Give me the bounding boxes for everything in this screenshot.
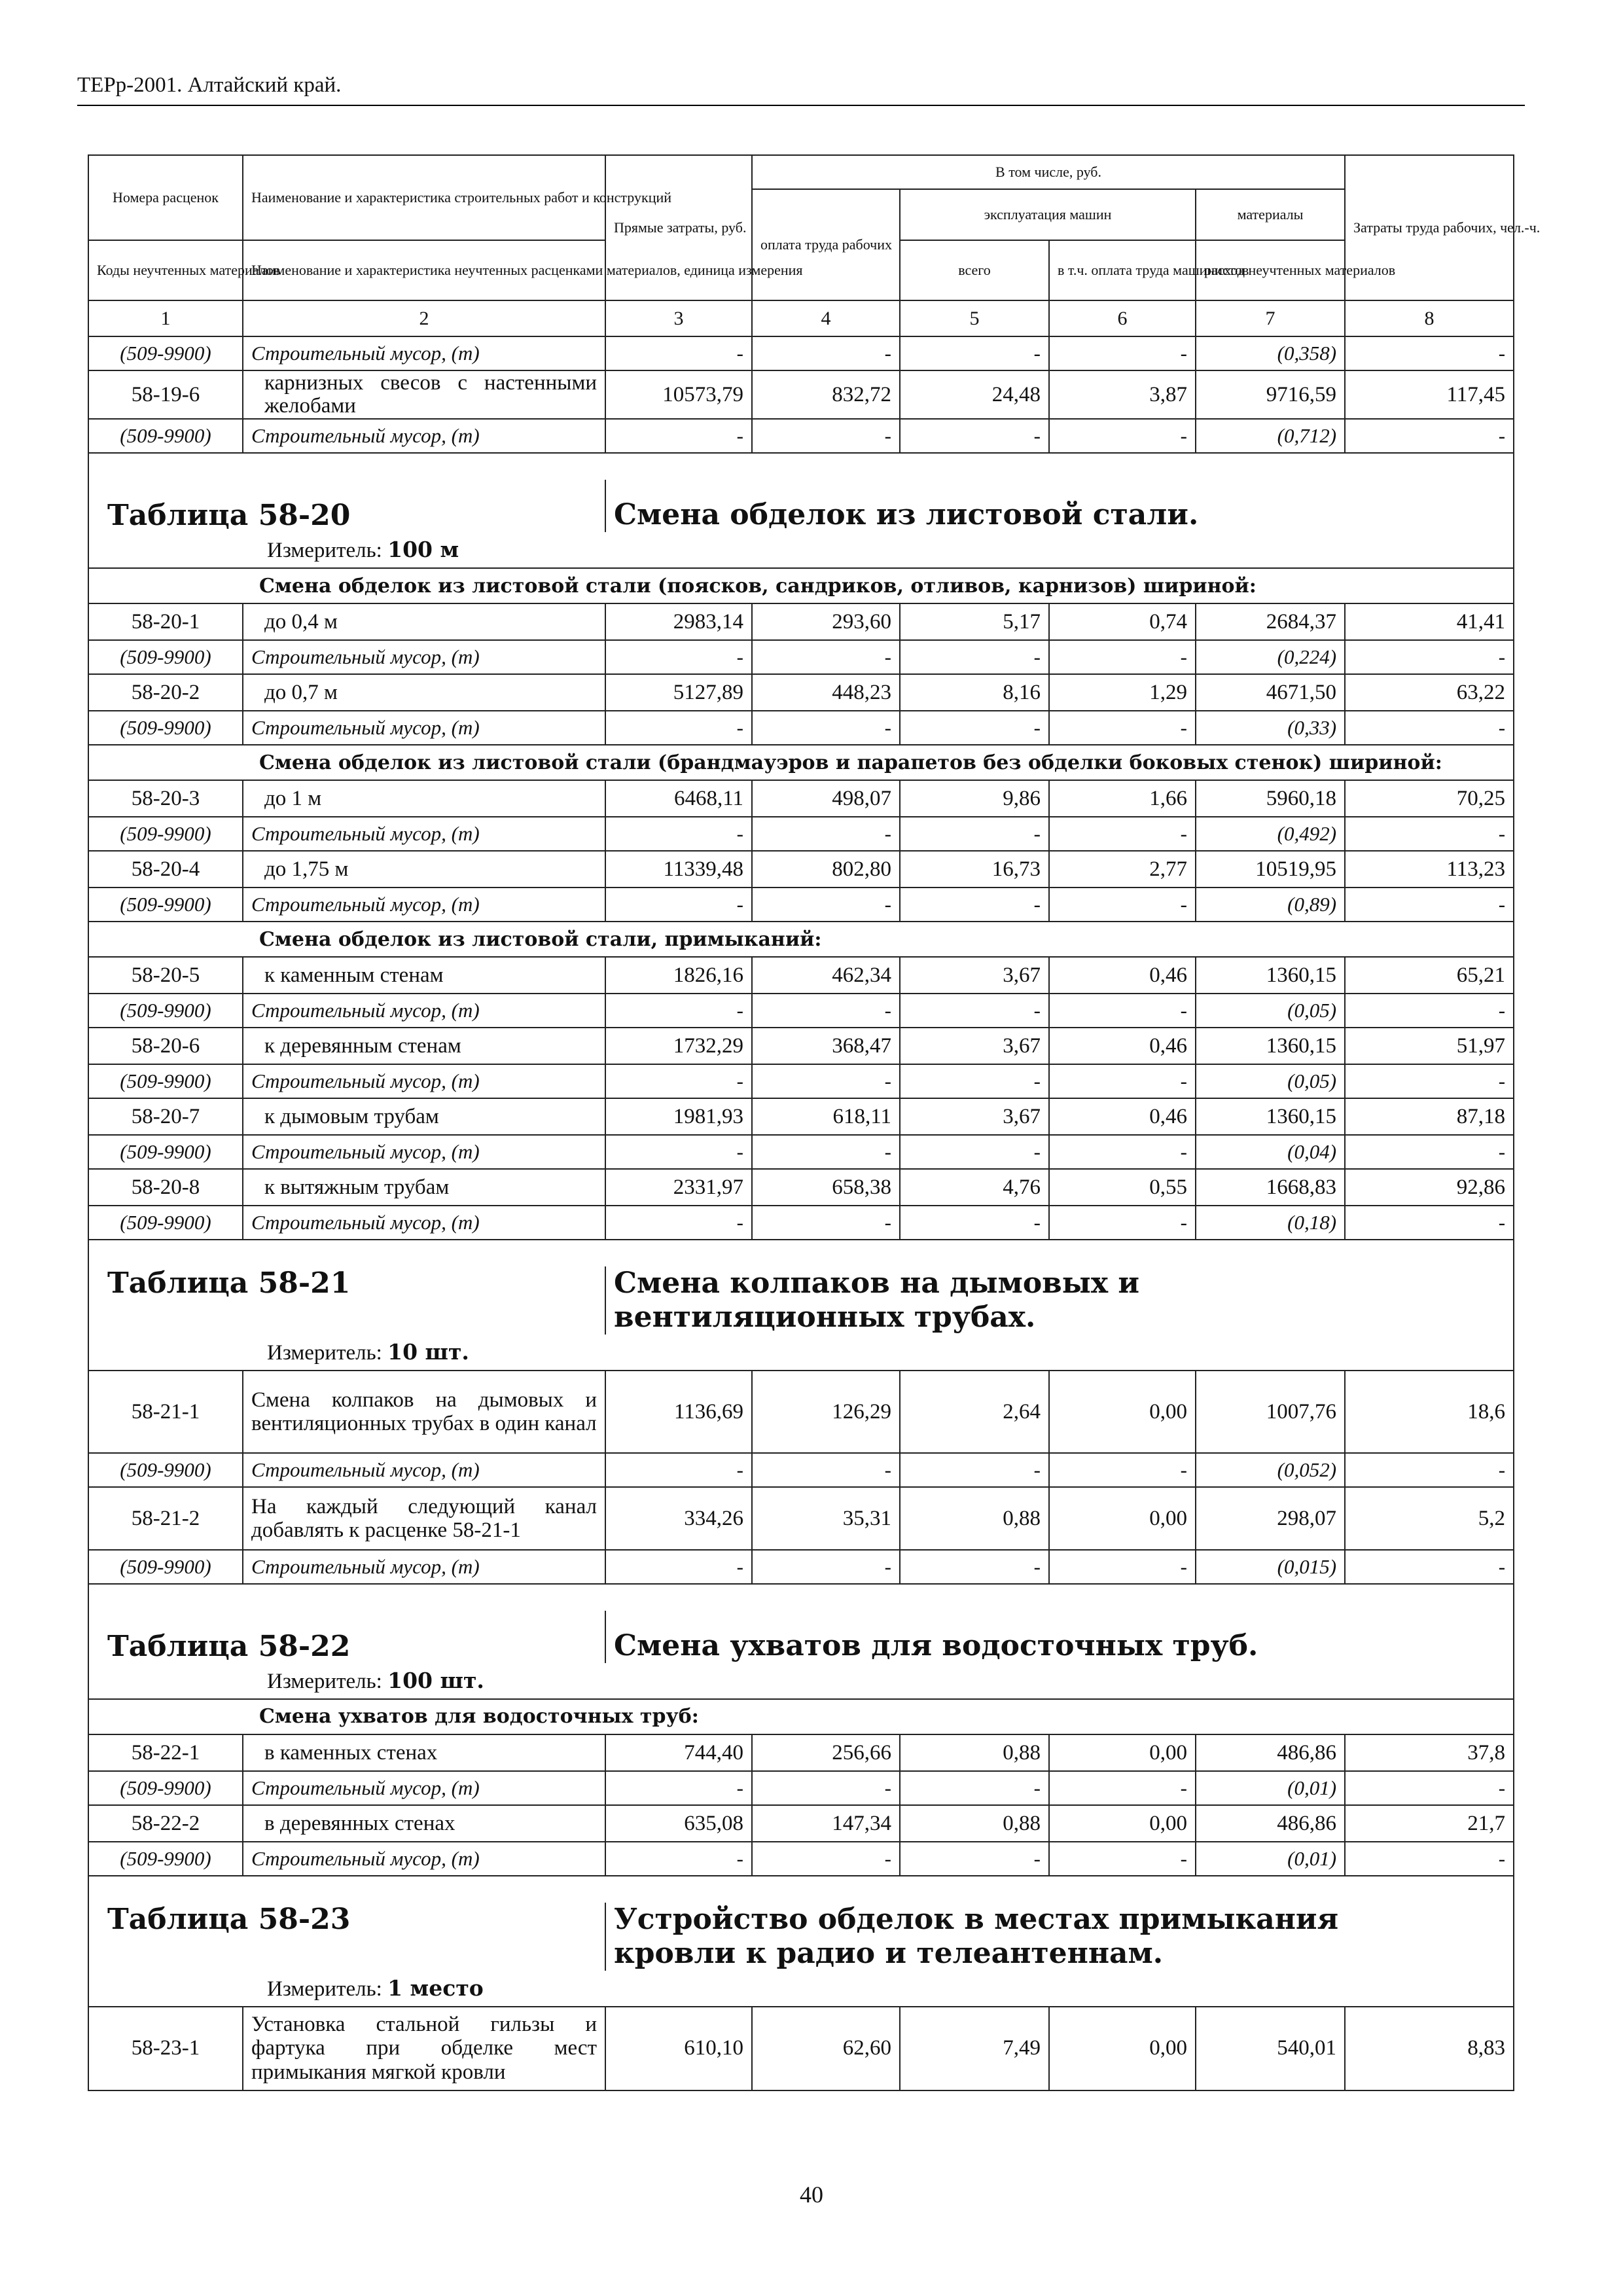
material-consumption: (0,05) (1196, 1064, 1345, 1098)
dash: - (1345, 1453, 1514, 1487)
col-number: 5 (900, 300, 1049, 336)
direct-costs: 610,10 (605, 2007, 752, 2090)
dash: - (1049, 1206, 1196, 1240)
material-row (88, 888, 1514, 922)
machines-total: 24,48 (900, 370, 1049, 419)
materials-cost: 540,01 (1196, 2007, 1345, 2090)
machinists-pay: 1,29 (1049, 674, 1196, 711)
materials-cost: 10519,95 (1196, 851, 1345, 888)
dash: - (605, 1135, 752, 1169)
material-consumption: (0,052) (1196, 1453, 1345, 1487)
material-consumption: (0,01) (1196, 1771, 1345, 1805)
labor-hours: 5,2 (1345, 1487, 1514, 1550)
dash: - (1049, 1453, 1196, 1487)
machinists-pay: 0,55 (1049, 1169, 1196, 1206)
dash: - (605, 711, 752, 745)
labor-pay: 802,80 (752, 851, 900, 888)
material-consumption: (0,492) (1196, 817, 1345, 851)
machines-total: 8,16 (900, 674, 1049, 711)
material-name: Строительный мусор, (т) (243, 1206, 605, 1240)
rate-code: 58-20-5 (88, 957, 243, 994)
labor-hours: 37,8 (1345, 1734, 1514, 1771)
measure-line: Измеритель: 100 шт. (88, 1663, 1514, 1699)
rate-name: до 1,75 м (243, 851, 605, 888)
material-consumption: (0,015) (1196, 1550, 1345, 1584)
rate-row (88, 780, 1514, 817)
table-title: Смена обделок из листовой стали. (605, 480, 1514, 532)
rate-name: к вытяжным трубам (243, 1169, 605, 1206)
col-number: 1 (88, 300, 243, 336)
direct-costs: 635,08 (605, 1805, 752, 1842)
dash: - (605, 888, 752, 922)
table-title: Смена колпаков на дымовых и вентиляционных трубах. (605, 1266, 1514, 1335)
material-code: (509-9900) (88, 1135, 243, 1169)
rate-code: 58-21-1 (88, 1371, 243, 1453)
materials-cost: 5960,18 (1196, 780, 1345, 817)
labor-hours: 63,22 (1345, 674, 1514, 711)
material-consumption: (0,712) (1196, 419, 1345, 453)
dash: - (605, 1453, 752, 1487)
material-name: Строительный мусор, (т) (243, 817, 605, 851)
machines-total: 0,88 (900, 1805, 1049, 1842)
header-machines: эксплуатация машин (900, 189, 1196, 240)
labor-pay: 498,07 (752, 780, 900, 817)
header-rate-numbers: Номера расценок (88, 155, 243, 240)
measure-line: Измеритель: 100 м (88, 532, 1514, 568)
dash: - (1345, 711, 1514, 745)
dash: - (1345, 1206, 1514, 1240)
machines-total: 7,49 (900, 2007, 1049, 2090)
rate-code: 58-21-2 (88, 1487, 243, 1550)
material-code: (509-9900) (88, 1550, 243, 1584)
table-title: Смена ухватов для водосточных труб. (605, 1611, 1514, 1663)
dash: - (1345, 336, 1514, 370)
dash: - (752, 817, 900, 851)
direct-costs: 1981,93 (605, 1098, 752, 1135)
rate-row (88, 1734, 1514, 1771)
rate-code: 58-22-2 (88, 1805, 243, 1842)
table-gap (88, 453, 1514, 480)
direct-costs: 11339,48 (605, 851, 752, 888)
material-name: Строительный мусор, (т) (243, 1064, 605, 1098)
table-number: Таблица 58-22 (88, 1611, 605, 1663)
rate-name: Установка стальной гильзы и фартука при обделке мест примыкания мягкой кровли (243, 2007, 605, 2090)
machines-total: 2,64 (900, 1371, 1049, 1453)
col-number: 2 (243, 300, 605, 336)
dash: - (1345, 1771, 1514, 1805)
labor-hours: 65,21 (1345, 957, 1514, 994)
direct-costs: 1136,69 (605, 1371, 752, 1453)
table-gap (88, 1584, 1514, 1611)
rate-code: 58-20-2 (88, 674, 243, 711)
header-labor-costs: Затраты труда рабочих, чел.-ч. (1345, 155, 1514, 300)
dash: - (752, 640, 900, 674)
material-row (88, 994, 1514, 1028)
dash: - (1049, 817, 1196, 851)
dash: - (1049, 419, 1196, 453)
dash: - (900, 1135, 1049, 1169)
dash: - (900, 1550, 1049, 1584)
dash: - (1345, 994, 1514, 1028)
dash: - (900, 336, 1049, 370)
material-name: Строительный мусор, (т) (243, 336, 605, 370)
dash: - (1049, 336, 1196, 370)
dash: - (605, 1206, 752, 1240)
rate-name: в деревянных стенах (243, 1805, 605, 1842)
labor-pay: 658,38 (752, 1169, 900, 1206)
labor-hours: 21,7 (1345, 1805, 1514, 1842)
material-row (88, 1206, 1514, 1240)
material-consumption: (0,05) (1196, 994, 1345, 1028)
machinists-pay: 0,74 (1049, 603, 1196, 640)
material-consumption: (0,01) (1196, 1842, 1345, 1876)
table-number: Таблица 58-21 (88, 1266, 605, 1335)
labor-pay: 35,31 (752, 1487, 900, 1550)
dash: - (1049, 711, 1196, 745)
direct-costs: 10573,79 (605, 370, 752, 419)
dash: - (605, 817, 752, 851)
materials-cost: 2684,37 (1196, 603, 1345, 640)
labor-pay: 147,34 (752, 1805, 900, 1842)
dash: - (900, 1842, 1049, 1876)
materials-cost: 9716,59 (1196, 370, 1345, 419)
rate-name: к дымовым трубам (243, 1098, 605, 1135)
labor-hours: 70,25 (1345, 780, 1514, 817)
rate-name: до 1 м (243, 780, 605, 817)
dash: - (1345, 640, 1514, 674)
dash: - (605, 1842, 752, 1876)
rate-code: 58-19-6 (88, 370, 243, 419)
rates-table (88, 154, 1541, 2091)
machines-total: 16,73 (900, 851, 1049, 888)
material-consumption: (0,18) (1196, 1206, 1345, 1240)
subsection-title: Смена обделок из листовой стали (поясков, сандриков, отливов, карнизов) шириной: (88, 568, 1514, 603)
rate-name: в каменных стенах (243, 1734, 605, 1771)
material-consumption: (0,33) (1196, 711, 1345, 745)
material-code: (509-9900) (88, 419, 243, 453)
header-material-names: Наименование и характеристика неучтенных расценками материалов, единица измерения (243, 240, 605, 300)
machinists-pay: 0,00 (1049, 1805, 1196, 1842)
dash: - (752, 711, 900, 745)
machinists-pay: 0,46 (1049, 1028, 1196, 1064)
dash: - (900, 1771, 1049, 1805)
machinists-pay: 0,00 (1049, 2007, 1196, 2090)
dash: - (752, 1453, 900, 1487)
table-gap (88, 1240, 1514, 1266)
col-number: 8 (1345, 300, 1514, 336)
direct-costs: 2331,97 (605, 1169, 752, 1206)
machinists-pay: 2,77 (1049, 851, 1196, 888)
labor-pay: 368,47 (752, 1028, 900, 1064)
rate-row (88, 1098, 1514, 1135)
dash: - (1049, 1842, 1196, 1876)
measure-line: Измеритель: 1 место (88, 1971, 1514, 2007)
dash: - (752, 994, 900, 1028)
material-code: (509-9900) (88, 817, 243, 851)
dash: - (1345, 888, 1514, 922)
material-name: Строительный мусор, (т) (243, 1771, 605, 1805)
col-number: 7 (1196, 300, 1345, 336)
material-row (88, 817, 1514, 851)
rate-row (88, 370, 1514, 419)
dash: - (900, 817, 1049, 851)
labor-hours: 117,45 (1345, 370, 1514, 419)
col-number: 4 (752, 300, 900, 336)
rate-code: 58-23-1 (88, 2007, 243, 2090)
materials-cost: 486,86 (1196, 1805, 1345, 1842)
material-code: (509-9900) (88, 1064, 243, 1098)
labor-hours: 18,6 (1345, 1371, 1514, 1453)
material-row (88, 711, 1514, 745)
direct-costs: 744,40 (605, 1734, 752, 1771)
machines-total: 9,86 (900, 780, 1049, 817)
running-head: ТЕРр-2001. Алтайский край. (77, 73, 342, 97)
header-work-name: Наименование и характеристика строительных работ и конструкций (243, 155, 605, 240)
direct-costs: 5127,89 (605, 674, 752, 711)
labor-hours: 41,41 (1345, 603, 1514, 640)
measure-line: Измеритель: 10 шт. (88, 1335, 1514, 1371)
rate-name: к каменным стенам (243, 957, 605, 994)
dash: - (1345, 817, 1514, 851)
dash: - (605, 1771, 752, 1805)
material-code: (509-9900) (88, 888, 243, 922)
material-row (88, 336, 1514, 370)
materials-cost: 1360,15 (1196, 1028, 1345, 1064)
material-name: Строительный мусор, (т) (243, 994, 605, 1028)
labor-hours: 51,97 (1345, 1028, 1514, 1064)
page-number: 40 (800, 2181, 823, 2208)
labor-pay: 462,34 (752, 957, 900, 994)
dash: - (900, 1064, 1049, 1098)
material-code: (509-9900) (88, 994, 243, 1028)
dash: - (900, 419, 1049, 453)
rate-row (88, 1028, 1514, 1064)
dash: - (900, 888, 1049, 922)
rate-name: На каждый следующий канал добавлять к расценке 58-21-1 (243, 1487, 605, 1550)
rate-code: 58-20-7 (88, 1098, 243, 1135)
direct-costs: 6468,11 (605, 780, 752, 817)
col-number: 6 (1049, 300, 1196, 336)
rate-code: 58-20-6 (88, 1028, 243, 1064)
material-code: (509-9900) (88, 640, 243, 674)
dash: - (752, 1550, 900, 1584)
direct-costs: 334,26 (605, 1487, 752, 1550)
direct-costs: 1732,29 (605, 1028, 752, 1064)
rate-code: 58-20-1 (88, 603, 243, 640)
direct-costs: 2983,14 (605, 603, 752, 640)
material-name: Строительный мусор, (т) (243, 888, 605, 922)
material-consumption: (0,224) (1196, 640, 1345, 674)
material-name: Строительный мусор, (т) (243, 640, 605, 674)
rate-code: 58-22-1 (88, 1734, 243, 1771)
labor-pay: 293,60 (752, 603, 900, 640)
dash: - (1049, 994, 1196, 1028)
materials-cost: 1007,76 (1196, 1371, 1345, 1453)
materials-cost: 1668,83 (1196, 1169, 1345, 1206)
material-code: (509-9900) (88, 1842, 243, 1876)
header-machines-total: всего (900, 240, 1049, 300)
rate-row (88, 851, 1514, 888)
machines-total: 3,67 (900, 1098, 1049, 1135)
rate-code: 58-20-3 (88, 780, 243, 817)
machinists-pay: 0,00 (1049, 1734, 1196, 1771)
labor-pay: 832,72 (752, 370, 900, 419)
rate-row (88, 1805, 1514, 1842)
rate-row (88, 2007, 1514, 2090)
dash: - (605, 994, 752, 1028)
table-gap (88, 1876, 1514, 1903)
material-row (88, 1771, 1514, 1805)
dash: - (900, 640, 1049, 674)
dash: - (752, 1771, 900, 1805)
material-code: (509-9900) (88, 1771, 243, 1805)
table-title: Устройство обделок в местах примыкания кровли к радио и телеантеннам. (605, 1903, 1514, 1971)
dash: - (752, 419, 900, 453)
material-row (88, 640, 1514, 674)
rate-name: карнизных свесов с настенными желобами (243, 370, 605, 419)
material-consumption: (0,89) (1196, 888, 1345, 922)
dash: - (605, 1064, 752, 1098)
material-name: Строительный мусор, (т) (243, 1135, 605, 1169)
col-number: 3 (605, 300, 752, 336)
rate-name: до 0,7 м (243, 674, 605, 711)
material-code: (509-9900) (88, 1206, 243, 1240)
subsection-title: Смена обделок из листовой стали (брандмауэров и парапетов без обделки боковых стенок) шириной: (88, 745, 1514, 780)
rate-row (88, 1371, 1514, 1453)
header-rule (77, 105, 1525, 106)
labor-pay: 618,11 (752, 1098, 900, 1135)
material-name: Строительный мусор, (т) (243, 1550, 605, 1584)
material-name: Строительный мусор, (т) (243, 1453, 605, 1487)
rate-row (88, 1169, 1514, 1206)
dash: - (1345, 1135, 1514, 1169)
dash: - (1049, 888, 1196, 922)
labor-pay: 62,60 (752, 2007, 900, 2090)
dash: - (1345, 419, 1514, 453)
materials-cost: 4671,50 (1196, 674, 1345, 711)
dash: - (1345, 1064, 1514, 1098)
machines-total: 3,67 (900, 957, 1049, 994)
material-consumption: (0,358) (1196, 336, 1345, 370)
dash: - (900, 711, 1049, 745)
dash: - (752, 888, 900, 922)
dash: - (752, 1206, 900, 1240)
subsection-title: Смена обделок из листовой стали, примыканий: (88, 922, 1514, 957)
rate-row (88, 603, 1514, 640)
labor-hours: 113,23 (1345, 851, 1514, 888)
material-code: (509-9900) (88, 1453, 243, 1487)
header-labor: оплата труда рабочих (752, 189, 900, 300)
header-incl: В том числе, руб. (752, 155, 1345, 189)
direct-costs: 1826,16 (605, 957, 752, 994)
table-number: Таблица 58-20 (88, 480, 605, 532)
material-row (88, 1453, 1514, 1487)
dash: - (1049, 640, 1196, 674)
labor-hours: 92,86 (1345, 1169, 1514, 1206)
machinists-pay: 0,46 (1049, 957, 1196, 994)
rate-name: к деревянным стенам (243, 1028, 605, 1064)
dash: - (752, 1135, 900, 1169)
material-row (88, 1550, 1514, 1584)
rate-row (88, 1487, 1514, 1550)
dash: - (752, 1064, 900, 1098)
machines-total: 0,88 (900, 1487, 1049, 1550)
dash: - (900, 1206, 1049, 1240)
dash: - (752, 336, 900, 370)
material-row (88, 1842, 1514, 1876)
material-consumption: (0,04) (1196, 1135, 1345, 1169)
machines-total: 0,88 (900, 1734, 1049, 1771)
materials-cost: 486,86 (1196, 1734, 1345, 1771)
header-mat-consumption: расход неучтенных материалов (1196, 240, 1345, 300)
subsection-title: Смена ухватов для водосточных труб: (88, 1699, 1514, 1734)
materials-cost: 1360,15 (1196, 957, 1345, 994)
rate-name: до 0,4 м (243, 603, 605, 640)
machinists-pay: 1,66 (1049, 780, 1196, 817)
machines-total: 5,17 (900, 603, 1049, 640)
dash: - (900, 1453, 1049, 1487)
material-name: Строительный мусор, (т) (243, 1842, 605, 1876)
header-direct-costs: Прямые затраты, руб. (605, 155, 752, 300)
material-code: (509-9900) (88, 711, 243, 745)
dash: - (1049, 1550, 1196, 1584)
machinists-pay: 0,00 (1049, 1371, 1196, 1453)
machinists-pay: 3,87 (1049, 370, 1196, 419)
materials-cost: 1360,15 (1196, 1098, 1345, 1135)
dash: - (1049, 1135, 1196, 1169)
rate-code: 58-20-4 (88, 851, 243, 888)
dash: - (605, 419, 752, 453)
labor-pay: 256,66 (752, 1734, 900, 1771)
dash: - (605, 1550, 752, 1584)
dash: - (1345, 1550, 1514, 1584)
dash: - (1049, 1771, 1196, 1805)
labor-hours: 87,18 (1345, 1098, 1514, 1135)
material-row (88, 1064, 1514, 1098)
dash: - (1345, 1842, 1514, 1876)
header-material-codes: Коды неучтенных материалов (88, 240, 243, 300)
rate-code: 58-20-8 (88, 1169, 243, 1206)
dash: - (900, 994, 1049, 1028)
dash: - (605, 336, 752, 370)
header-materials: материалы (1196, 189, 1345, 240)
labor-hours: 8,83 (1345, 2007, 1514, 2090)
rate-row (88, 674, 1514, 711)
rate-name: Смена колпаков на дымовых и вентиляционных трубах в один канал (243, 1371, 605, 1453)
labor-pay: 126,29 (752, 1371, 900, 1453)
machinists-pay: 0,00 (1049, 1487, 1196, 1550)
machines-total: 4,76 (900, 1169, 1049, 1206)
machinists-pay: 0,46 (1049, 1098, 1196, 1135)
material-name: Строительный мусор, (т) (243, 711, 605, 745)
material-code: (509-9900) (88, 336, 243, 370)
table-number: Таблица 58-23 (88, 1903, 605, 1971)
machines-total: 3,67 (900, 1028, 1049, 1064)
material-row (88, 419, 1514, 453)
material-name: Строительный мусор, (т) (243, 419, 605, 453)
dash: - (1049, 1064, 1196, 1098)
material-row (88, 1135, 1514, 1169)
rate-row (88, 957, 1514, 994)
materials-cost: 298,07 (1196, 1487, 1345, 1550)
dash: - (605, 640, 752, 674)
dash: - (752, 1842, 900, 1876)
labor-pay: 448,23 (752, 674, 900, 711)
header-machinists: в т.ч. оплата труда машинистов (1049, 240, 1196, 300)
